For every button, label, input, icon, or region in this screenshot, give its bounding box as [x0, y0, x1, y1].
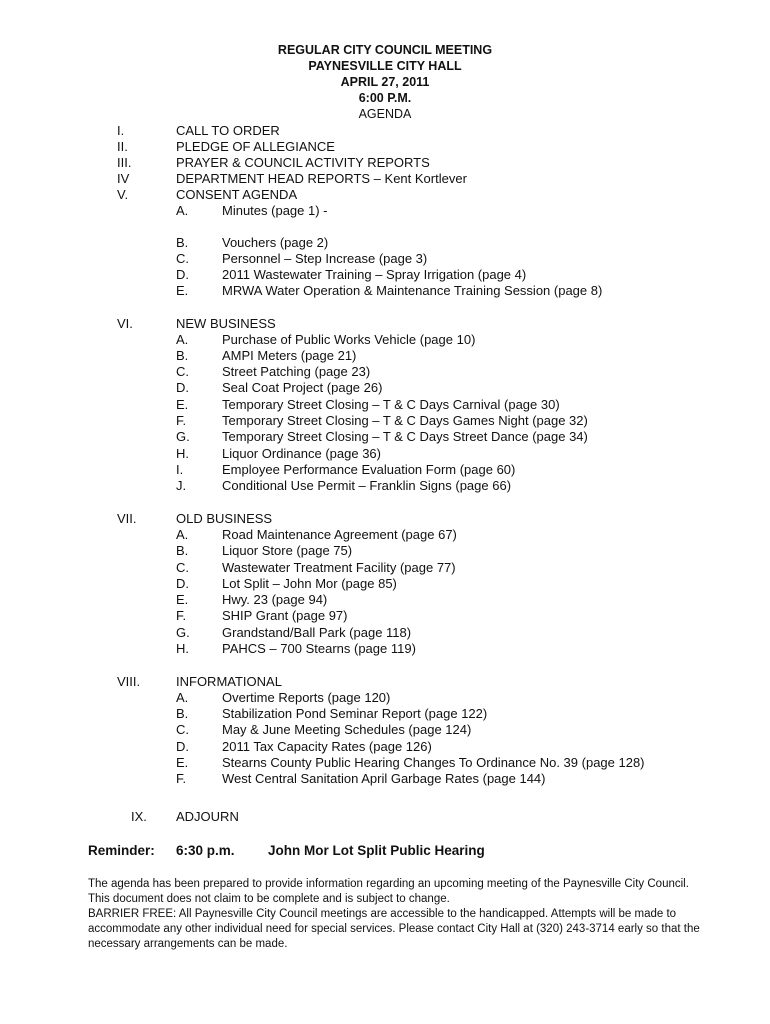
item-text: Overtime Reports (page 120) [222, 690, 391, 705]
item-letter: C. [176, 364, 189, 379]
item-letter: J. [176, 478, 187, 493]
item-letter: C. [176, 560, 189, 575]
item-letter: A. [176, 332, 189, 347]
item-letter: F. [176, 608, 187, 623]
reminder-text: John Mor Lot Split Public Hearing [268, 843, 485, 858]
section-title: CONSENT AGENDA [176, 187, 298, 202]
section-number: VIII. [117, 674, 141, 689]
item-letter: F. [176, 771, 187, 786]
reminder-time: 6:30 p.m. [176, 843, 235, 858]
item-text: PAHCS – 700 Stearns (page 119) [222, 641, 416, 656]
item-text: Liquor Store (page 75) [222, 543, 353, 558]
item-text: AMPI Meters (page 21) [222, 348, 357, 363]
item-letter: D. [176, 380, 189, 395]
item-letter: D. [176, 267, 189, 282]
item-text: Road Maintenance Agreement (page 67) [222, 527, 457, 542]
section-number: II. [117, 139, 128, 154]
item-letter: A. [176, 203, 189, 218]
section-title: ADJOURN [176, 809, 239, 824]
item-text: Purchase of Public Works Vehicle (page 10) [222, 332, 476, 347]
item-text: Temporary Street Closing – T & C Days Games Night (page 32) [222, 413, 588, 428]
item-letter: A. [176, 527, 189, 542]
section-title: PLEDGE OF ALLEGIANCE [176, 139, 335, 154]
item-text: Seal Coat Project (page 26) [222, 380, 383, 395]
item-text: Grandstand/Ball Park (page 118) [222, 625, 412, 640]
item-text: Wastewater Treatment Facility (page 77) [222, 560, 456, 575]
item-text: 2011 Wastewater Training – Spray Irrigation (page 4) [222, 267, 527, 282]
item-text: Liquor Ordinance (page 36) [222, 446, 381, 461]
item-letter: G. [176, 625, 190, 640]
item-letter: C. [176, 251, 189, 266]
item-text: SHIP Grant (page 97) [222, 608, 348, 623]
item-letter: C. [176, 722, 189, 737]
item-text: Employee Performance Evaluation Form (page 60) [222, 462, 516, 477]
item-text: West Central Sanitation April Garbage Rates (page 144) [222, 771, 546, 786]
item-text: Vouchers (page 2) [222, 235, 329, 250]
meeting-title: REGULAR CITY COUNCIL MEETING [277, 43, 493, 57]
item-letter: H. [176, 641, 189, 656]
item-letter: B. [176, 543, 189, 558]
item-text: Stabilization Pond Seminar Report (page 122) [222, 706, 488, 721]
item-letter: H. [176, 446, 189, 461]
section-title: DEPARTMENT HEAD REPORTS – Kent Kortlever [176, 171, 467, 186]
item-text: Stearns County Public Hearing Changes To Ordinance No. 39 (page 128) [222, 755, 645, 770]
reminder-label: Reminder: [88, 843, 155, 858]
section-title: CALL TO ORDER [176, 123, 280, 138]
agenda-heading: AGENDA [358, 107, 412, 121]
item-letter: I. [176, 462, 184, 477]
item-text: MRWA Water Operation & Maintenance Training Session (page 8) [222, 283, 603, 298]
item-text: Conditional Use Permit – Franklin Signs (page 66) [222, 478, 512, 493]
item-letter: B. [176, 348, 189, 363]
item-letter: E. [176, 283, 189, 298]
section-title: PRAYER & COUNCIL ACTIVITY REPORTS [176, 155, 430, 170]
section-number: VI. [117, 316, 133, 331]
item-letter: A. [176, 690, 189, 705]
meeting-time: 6:00 P.M. [358, 91, 412, 105]
section-title: OLD BUSINESS [176, 511, 273, 526]
item-text: Lot Split – John Mor (page 85) [222, 576, 397, 591]
disclaimer-paragraph: The agenda has been prepared to provide information regarding an upcoming meeting of the Paynesville City Council. This document does not claim to be complete and is subject to change. [88, 878, 689, 905]
meeting-date: APRIL 27, 2011 [340, 75, 430, 89]
meeting-location: PAYNESVILLE CITY HALL [308, 59, 462, 73]
item-text: Hwy. 23 (page 94) [222, 592, 328, 607]
section-number: I. [117, 123, 125, 138]
section-number: III. [117, 155, 132, 170]
item-letter: E. [176, 592, 189, 607]
item-letter: G. [176, 429, 190, 444]
item-letter: D. [176, 739, 189, 754]
item-text: Temporary Street Closing – T & C Days Street Dance (page 34) [222, 429, 588, 444]
section-title: INFORMATIONAL [176, 674, 282, 689]
section-number: V. [117, 187, 129, 202]
section-title: NEW BUSINESS [176, 316, 276, 331]
item-text: Temporary Street Closing – T & C Days Carnival (page 30) [222, 397, 560, 412]
item-text: Minutes (page 1) - [222, 203, 328, 218]
item-letter: B. [176, 235, 189, 250]
item-text: Personnel – Step Increase (page 3) [222, 251, 428, 266]
item-text: Street Patching (page 23) [222, 364, 371, 379]
item-letter: B. [176, 706, 189, 721]
item-letter: D. [176, 576, 189, 591]
item-letter: E. [176, 755, 189, 770]
section-number: IV [117, 171, 130, 186]
section-number: IX. [131, 809, 147, 824]
item-text: May & June Meeting Schedules (page 124) [222, 722, 472, 737]
section-number: VII. [117, 511, 137, 526]
item-letter: F. [176, 413, 187, 428]
item-text: 2011 Tax Capacity Rates (page 126) [222, 739, 432, 754]
item-letter: E. [176, 397, 189, 412]
barrier-free-paragraph: BARRIER FREE: All Paynesville City Council meetings are accessible to the handicapped. Attempts will be made to accommodate any other individual need for special services. Please contact City Hall at (320) 243-3714 early so that the necessary arrangements can be made. [88, 908, 700, 950]
